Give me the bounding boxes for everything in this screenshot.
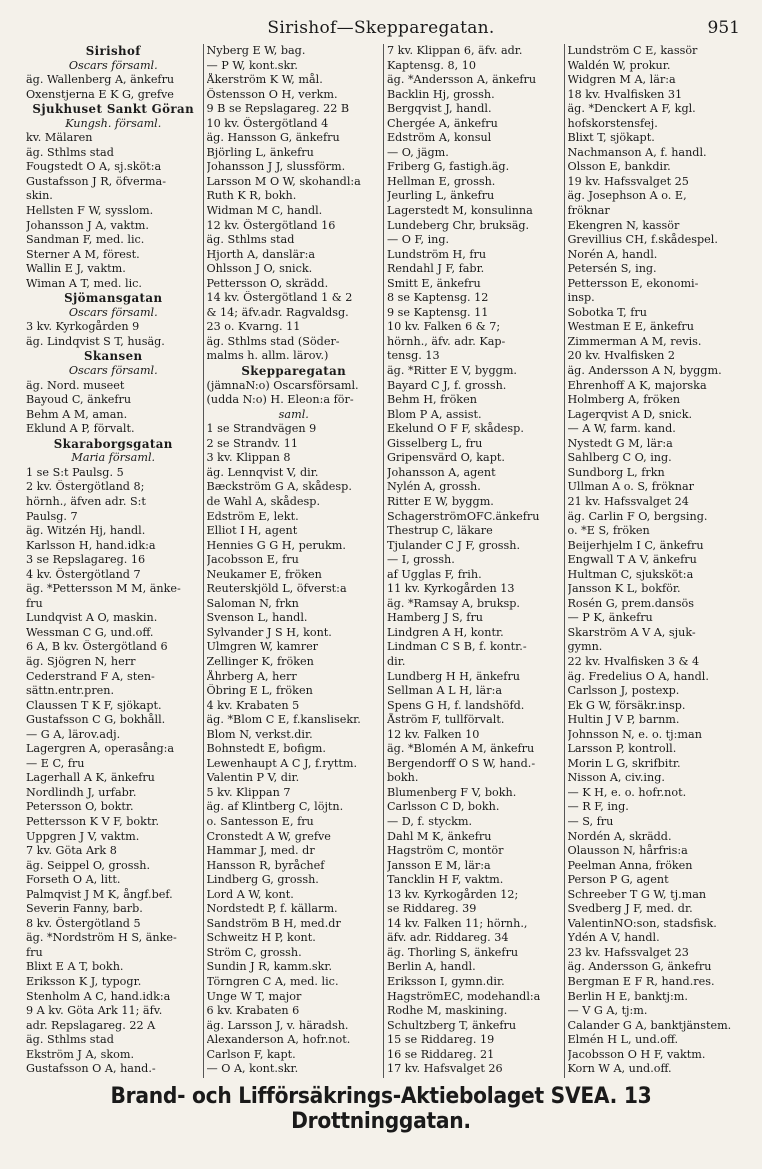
parish-label: Maria församl.	[71, 451, 156, 465]
directory-entry: tensg. 13	[387, 349, 440, 363]
directory-entry: Tjulander C J F, grossh.	[387, 538, 521, 552]
directory-entry: äg. Hansson G, änkefru	[206, 131, 340, 145]
directory-entry: Behm H, fröken	[387, 393, 477, 407]
directory-entry: Widman M C, handl.	[206, 204, 323, 218]
directory-entry: Ulmgren W, kamrer	[206, 640, 319, 654]
directory-entry: Wessman C G, und.off.	[26, 625, 154, 639]
directory-entry: Fougstedt O A, sj.sköt:a	[26, 160, 162, 174]
directory-entry: — E C, fru	[26, 756, 85, 770]
directory-entry: Carlson F, kapt.	[206, 1047, 296, 1061]
directory-entry: dir.	[387, 654, 406, 668]
directory-entry: Reuterskjöld L, öfverst:a	[206, 582, 347, 596]
directory-entry: — G A, lärov.adj.	[26, 727, 121, 741]
directory-entry: o. Santesson E, fru	[206, 814, 314, 828]
directory-entry: 5 kv. Klippan 7	[206, 785, 291, 799]
directory-entry: 8 kv. Östergötland 5	[26, 916, 141, 930]
directory-entry: äg. *Ritter E V, byggm.	[387, 364, 517, 378]
directory-entry: Lewenhaupt A C J, f.ryttm.	[206, 756, 358, 770]
directory-entry: äg. Carlin F O, bergsing.	[567, 509, 708, 523]
street-heading: Skaraborgsgatan	[53, 436, 173, 451]
directory-entry: insp.	[567, 291, 595, 305]
directory-entry: Sandström B H, med.dr	[206, 916, 341, 930]
directory-entry: Bæckström G A, skådesp.	[206, 480, 352, 494]
directory-entry: — K H, e. o. hofr.not.	[567, 785, 687, 799]
street-heading: Skansen	[84, 349, 143, 364]
directory-entry: Jansson E M, lär:a	[387, 858, 491, 872]
directory-column-2	[203, 44, 384, 1078]
directory-entry: Stenholm A C, hand.idk:a	[26, 989, 171, 1003]
directory-entry: Törngren C A, med. lic.	[206, 975, 339, 988]
parish-label: saml.	[278, 407, 309, 421]
street-heading: Sjukhuset Sankt Göran	[32, 102, 195, 117]
directory-entry: Nachmanson A, f. handl.	[567, 145, 707, 159]
directory-entry: Engwall T A V, änkefru	[567, 553, 697, 567]
directory-entry: — S, fru	[567, 814, 614, 828]
directory-entry: Paulsg. 7	[26, 509, 78, 523]
directory-entry: Blom P A, assist.	[387, 407, 482, 421]
directory-columns	[26, 44, 744, 1078]
directory-entry: Lindman C S B, f. kontr.-	[387, 640, 527, 654]
directory-entry: Svedberg J F, med. dr.	[567, 902, 693, 916]
parish-label: Oscars församl.	[68, 58, 158, 72]
directory-entry: Berlin A, handl.	[387, 960, 476, 974]
directory-entry: Blom N, verkst.dir.	[206, 727, 313, 741]
directory-entry: 2 kv. Östergötland 8;	[26, 480, 145, 494]
directory-entry: 19 kv. Hafssvalget 25	[567, 174, 689, 188]
directory-entry: Jansson K L, bokför.	[567, 582, 681, 596]
directory-entry: af Ugglas F, frih.	[387, 567, 482, 581]
page-title: Sirishof—Skepparegatan.	[267, 18, 495, 38]
directory-entry: Hultman C, sjuksköt:a	[567, 567, 694, 581]
directory-entry: Hultin J V P, barnm.	[567, 713, 680, 727]
directory-entry: — D, f. styckm.	[387, 814, 473, 828]
directory-entry: äg. *Blomén A M, änkefru	[387, 742, 535, 756]
directory-entry: 3 kv. Klippan 8	[206, 451, 291, 465]
directory-entry: Eklund A P, förvalt.	[26, 422, 135, 436]
directory-entry: Saloman N, frkn	[206, 596, 299, 610]
directory-entry: Östensson O H, verkm.	[206, 87, 338, 101]
directory-entry: Sundin J R, kamm.skr.	[206, 960, 333, 974]
directory-entry: Eriksson I, gymn.dir.	[387, 975, 505, 988]
directory-entry: Gustafsson O A, hand.-	[26, 1062, 156, 1076]
directory-entry: Westman E E, änkefru	[567, 320, 694, 334]
directory-entry: Elliot I H, agent	[206, 524, 298, 538]
directory-entry: Gripensvärd O, kapt.	[387, 451, 505, 465]
advertisement-footer: Brand- och Lifförsäkrings-Aktiebolaget SVEA. 13 Drottninggatan.	[110, 1084, 652, 1134]
directory-entry: äg. Seippel O, grossh.	[26, 858, 151, 872]
directory-entry: Schultzberg T, änkefru	[387, 1018, 517, 1032]
directory-entry: Thestrup C, läkare	[387, 524, 493, 538]
directory-entry: Palmqvist J M K, ångf.bef.	[26, 887, 173, 901]
directory-entry: 4 kv. Krabaten 5	[206, 698, 300, 712]
directory-entry: Hellsten F W, sysslom.	[26, 204, 154, 218]
directory-entry: äg. Andersson A N, byggm.	[567, 364, 722, 378]
directory-entry: Edström A, konsul	[387, 131, 492, 145]
directory-entry: Nordstedt P, f. källarm.	[206, 902, 338, 916]
directory-entry: Severin Fanny, barb.	[26, 902, 143, 916]
directory-entry: 20 kv. Hvalfisken 2	[567, 349, 675, 363]
directory-entry: äg. *Andersson A, änkefru	[387, 73, 537, 87]
directory-entry: Öbring E L, fröken	[206, 684, 313, 698]
directory-entry: Lundberg H H, änkefru	[387, 669, 520, 683]
directory-entry: Kaptensg. 8, 10	[387, 58, 476, 72]
directory-entry: 14 kv. Falken 11; hörnh.,	[387, 916, 528, 930]
directory-entry: — V G A, tj:m.	[567, 1004, 648, 1018]
directory-entry: Sandman F, med. lic.	[26, 233, 145, 247]
directory-entry: äg. Josephson A o. E,	[567, 189, 687, 203]
directory-entry: Dahl M K, änkefru	[387, 829, 492, 843]
directory-entry: Neukamer E, fröken	[206, 567, 322, 581]
directory-entry: Hansson R, byråchef	[206, 858, 325, 872]
directory-entry: Lagergren A, operasång:a	[26, 742, 175, 756]
directory-entry: Jacobsson O H F, vaktm.	[567, 1047, 706, 1061]
directory-entry: äg. Fredelius O A, handl.	[567, 669, 709, 683]
directory-entry: — P W, kont.skr.	[206, 58, 298, 72]
directory-entry: Ek G W, försäkr.insp.	[567, 698, 686, 712]
directory-entry: Alexanderson A, hofr.not.	[206, 1033, 351, 1047]
directory-entry: hörnh., äfv. adr. Kap-	[387, 334, 506, 348]
directory-entry: Åström F, tullförvalt.	[387, 713, 505, 727]
directory-entry: Edström E, lekt.	[206, 509, 299, 523]
directory-entry: 9 B se Repslagareg. 22 B	[206, 102, 350, 116]
directory-entry: Björling L, änkefru	[206, 145, 314, 159]
directory-entry: äg. Sthlms stad	[206, 233, 295, 247]
directory-entry: fröknar	[567, 204, 610, 218]
directory-entry: gymn.	[567, 640, 603, 654]
directory-entry: adr. Repslagareg. 22 A	[26, 1018, 156, 1032]
directory-entry: Forseth O A, litt.	[26, 873, 121, 887]
directory-entry: Ullman A o. S, fröknar	[567, 480, 695, 494]
directory-entry: 3 se Repslagareg. 16	[26, 553, 146, 567]
directory-entry: 6 A, B kv. Östergötland 6	[26, 640, 168, 654]
directory-entry: Cronstedt A W, grefve	[206, 829, 331, 843]
directory-entry: Johansson A, agent	[387, 465, 496, 479]
directory-entry: Gustafsson C G, bokhåll.	[26, 713, 166, 727]
directory-entry: Johansson J A, vaktm.	[26, 218, 149, 232]
directory-entry: 15 se Riddareg. 19	[387, 1033, 495, 1047]
directory-entry: 13 kv. Kyrkogården 12;	[387, 887, 519, 901]
directory-entry: de Wahl A, skådesp.	[206, 494, 320, 508]
directory-column-3	[383, 44, 564, 1078]
directory-entry: Jeurling L, änkefru	[387, 189, 495, 203]
directory-entry: äg. *Denckert A F, kgl.	[567, 102, 696, 116]
directory-entry: 12 kv. Falken 10	[387, 727, 480, 741]
parish-label: Oscars församl.	[68, 364, 158, 378]
directory-entry	[207, 1077, 382, 1078]
directory-entry: — R F, ing.	[567, 800, 629, 814]
directory-entry: Johnsson N, e. o. tj:man	[567, 727, 702, 741]
directory-entry: Lundström H, fru	[387, 247, 487, 261]
directory-entry: Spens G H, f. landshöfd.	[387, 698, 525, 712]
directory-entry: 21 kv. Hafssvalget 24	[567, 494, 689, 508]
directory-entry: Ydén A V, handl.	[567, 931, 660, 945]
directory-entry: äg. Andersson G, änkefru	[567, 960, 712, 974]
directory-entry: Lagerhall A K, änkefru	[26, 771, 155, 785]
directory-entry: Blixt E A T, bokh.	[26, 960, 124, 974]
directory-entry: Ehrenhoff A K, majorska	[567, 378, 707, 392]
directory-entry: Ekengren N, kassör	[567, 218, 680, 232]
directory-entry: 6 kv. Krabaten 6	[206, 1004, 300, 1018]
directory-entry: 3 kv. Kyrkogården 9	[26, 320, 140, 334]
directory-entry: — A W, farm. kand.	[567, 422, 676, 436]
directory-entry: 16 se Riddareg. 21	[387, 1047, 495, 1061]
directory-entry: Grevillius CH, f.skådespel.	[567, 233, 718, 247]
directory-entry: sättn.entr.pren.	[26, 684, 115, 698]
directory-entry: — O A, kont.skr.	[206, 1062, 299, 1076]
directory-entry: äg. Nord. museet	[26, 378, 125, 392]
directory-entry: Widgren M A, lär:a	[567, 73, 676, 87]
directory-entry: 22 kv. Hvalfisken 3 & 4	[567, 654, 700, 668]
directory-entry: Peelman Anna, fröken	[567, 858, 693, 872]
directory-entry: Oxenstjerna E K G, grefve	[26, 87, 174, 101]
directory-entry: Tancklin H F, vaktm.	[387, 873, 504, 887]
directory-entry: Waldén W, prokur.	[567, 58, 671, 72]
directory-entry: Lundqvist A O, maskin.	[26, 611, 158, 625]
directory-entry: Sellman A L H, lär:a	[387, 684, 503, 698]
directory-entry: Larsson P, kontroll.	[567, 742, 677, 756]
directory-entry: Svenson L, handl.	[206, 611, 308, 625]
directory-entry: Karlsson H, hand.idk:a	[26, 538, 156, 552]
directory-entry: äg. Witzén Hj, handl.	[26, 524, 146, 538]
directory-entry: Petersén S, ing.	[567, 262, 657, 276]
directory-entry: Olsson E, bankdir.	[567, 160, 671, 174]
directory-entry: Hagström C, montör	[387, 844, 504, 858]
directory-entry: Schreeber T G W, tj.man	[567, 887, 707, 901]
directory-entry: Behm A M, aman.	[26, 407, 128, 421]
directory-entry: Lundeberg Chr, bruksäg.	[387, 218, 530, 232]
directory-entry: Åkerström K W, mål.	[206, 73, 323, 87]
directory-entry: Bayoud C, änkefru	[26, 393, 132, 407]
directory-entry: Lundström C E, kassör	[567, 44, 698, 57]
directory-entry: Schweitz H P, kont.	[206, 931, 316, 945]
directory-entry: Lindgren A H, kontr.	[387, 625, 504, 639]
directory-entry: Hennies G G H, perukm.	[206, 538, 346, 552]
directory-entry: Lagerqvist A D, snick.	[567, 407, 693, 421]
directory-entry: SchagerströmOFC.änkefru	[387, 509, 540, 523]
directory-entry: 4 kv. Östergötland 7	[26, 567, 141, 581]
directory-entry: Nisson A, civ.ing.	[567, 771, 665, 785]
directory-entry: Johansson J J, slussförm.	[206, 160, 346, 174]
directory-entry: fru	[26, 596, 43, 610]
directory-entry: 10 kv. Falken 6 & 7;	[387, 320, 501, 334]
directory-entry: 23 kv. Hafssvalget 23	[567, 945, 689, 959]
directory-entry: Chergée A, änkefru	[387, 116, 498, 130]
directory-entry: 1 se S:t Paulsg. 5	[26, 465, 124, 479]
directory-entry: — O F, ing.	[387, 233, 450, 247]
directory-entry: hörnh., äfven adr. S:t	[26, 494, 146, 508]
directory-entry: Hjorth A, danslär:a	[206, 247, 316, 261]
directory-entry: Rosén G, prem.dansös	[567, 596, 694, 610]
directory-entry: äfv. adr. Riddareg. 34	[387, 931, 509, 945]
directory-entry: & 14; äfv.adr. Ragvaldsg.	[206, 305, 349, 319]
directory-entry: se Riddareg. 39	[387, 902, 477, 916]
directory-entry: Hammar J, med. dr	[206, 844, 315, 858]
directory-entry: Holmberg A, fröken	[567, 393, 681, 407]
directory-entry: Rodhe M, maskining.	[387, 1004, 508, 1018]
directory-entry: äg. Sjögren N, herr	[26, 654, 136, 668]
directory-entry: Ström C, grossh.	[206, 945, 302, 959]
directory-entry: Calander G A, banktjänstem.	[567, 1018, 732, 1032]
directory-entry: Zellinger K, fröken	[206, 654, 314, 668]
directory-entry: 8 se Kaptensg. 12	[387, 291, 489, 305]
directory-entry: Zimmerman A M, revis.	[567, 334, 702, 348]
directory-entry	[568, 1077, 743, 1078]
directory-entry: Claussen T K F, sjökapt.	[26, 698, 162, 712]
directory-entry: äg. Larsson J, v. häradsh.	[206, 1018, 349, 1032]
directory-entry: Sobotka T, fru	[567, 305, 647, 319]
parish-label: Oscars församl.	[68, 305, 158, 319]
directory-entry: 11 kv. Kyrkogården 13	[387, 582, 515, 596]
directory-entry: Carlsson C D, bokh.	[387, 800, 500, 814]
directory-entry: Bayard C J, f. grossh.	[387, 378, 507, 392]
directory-entry: HagströmEC, modehandl:a	[387, 989, 541, 1003]
directory-entry: Olausson N, hårfris:a	[567, 844, 688, 858]
directory-entry: äg. Sthlms stad	[26, 1033, 114, 1047]
directory-entry: Gustafsson J R, öfverma-	[26, 174, 166, 188]
directory-entry: Wiman A T, med. lic.	[26, 276, 142, 290]
directory-entry: Ekström J A, skom.	[26, 1047, 135, 1061]
directory-column-1	[26, 44, 203, 1078]
directory-entry: Ritter E W, byggm.	[387, 494, 494, 508]
directory-entry: — O, jägm.	[387, 145, 449, 159]
directory-entry: kv. Mälaren	[26, 131, 93, 145]
directory-entry: Smitt E, änkefru	[387, 276, 481, 290]
directory-entry: Pettersson K V F, boktr.	[26, 814, 160, 828]
directory-entry: (udda N:o) H. Eleon:a för-	[206, 393, 354, 407]
directory-entry: äg. Sthlms stad (Söder-	[206, 334, 340, 348]
directory-entry: Jacobsson E, fru	[206, 553, 299, 567]
directory-entry: Lagerstedt M, konsulinna	[387, 204, 533, 218]
directory-entry: — P K, änkefru	[567, 611, 653, 625]
directory-entry	[387, 1077, 562, 1078]
directory-entry: 10 kv. Östergötland 4	[206, 116, 329, 130]
directory-entry: 1 se Strandvägen 9	[206, 422, 317, 436]
directory-entry: Blumenberg F V, bokh.	[387, 785, 517, 799]
directory-entry: Blixt T, sjökapt.	[567, 131, 655, 145]
directory-entry: Nystedt G M, lär:a	[567, 436, 673, 450]
directory-entry: Lord A W, kont.	[206, 887, 294, 901]
directory-entry: 14 kv. Östergötland 1 & 2	[206, 291, 353, 305]
directory-entry: Pettersson E, ekonomi-	[567, 276, 699, 290]
directory-entry: äg. Sthlms stad	[26, 145, 114, 159]
page-number: 951	[707, 18, 740, 38]
directory-entry: äg. Thorling S, änkefru	[387, 945, 519, 959]
directory-entry: Lindberg G, grossh.	[206, 873, 319, 887]
directory-entry: Gisselberg L, fru	[387, 436, 483, 450]
directory-entry: — I, grossh.	[387, 553, 455, 567]
directory-entry: bokh.	[387, 771, 419, 785]
directory-entry: Larsson M O W, skohandl:a	[206, 174, 361, 188]
directory-entry: Norén A, handl.	[567, 247, 658, 261]
directory-entry: Nordlindh J, urfabr.	[26, 785, 137, 799]
directory-entry: Cederstrand F A, sten-	[26, 669, 155, 683]
directory-entry: 23 o. Kvarng. 11	[206, 320, 301, 334]
directory-entry: Elmén H L, und.off.	[567, 1033, 679, 1047]
directory-entry: Pettersson O, skrädd.	[206, 276, 329, 290]
directory-entry: 12 kv. Östergötland 16	[206, 218, 336, 232]
directory-entry: Eriksson K J, typogr.	[26, 975, 142, 988]
directory-entry: äg. af Klintberg C, löjtn.	[206, 800, 344, 814]
directory-entry: Korn W A, und.off.	[567, 1062, 672, 1076]
directory-entry: Bergqvist J, handl.	[387, 102, 492, 116]
directory-entry: Sundborg L, frkn	[567, 465, 665, 479]
parish-label: Kungsh. församl.	[65, 116, 162, 130]
directory-entry: Nordén A, skrädd.	[567, 829, 672, 843]
directory-entry: skin.	[26, 189, 53, 203]
directory-entry: Ekelund O F F, skådesp.	[387, 422, 524, 436]
directory-entry: Hamberg J S, fru	[387, 611, 483, 625]
directory-entry	[26, 1077, 201, 1078]
directory-entry: 9 A kv. Göta Ark 11; äfv.	[26, 1004, 163, 1018]
directory-entry: Unge W T, major	[206, 989, 302, 1003]
directory-entry: Rendahl J F, fabr.	[387, 262, 485, 276]
directory-entry: 7 kv. Klippan 6, äfv. adr.	[387, 44, 523, 57]
directory-column-4	[564, 44, 745, 1078]
directory-entry: äg. *Nordström H S, änke-	[26, 931, 177, 945]
directory-entry: fru	[26, 945, 43, 959]
directory-entry: Bergendorff O S W, hand.-	[387, 756, 536, 770]
directory-entry: Sahlberg C O, ing.	[567, 451, 672, 465]
directory-entry: Nyberg E W, bag.	[206, 44, 306, 57]
directory-entry: Ohlsson J O, snick.	[206, 262, 313, 276]
directory-entry: Valentin P V, dir.	[206, 771, 300, 785]
directory-entry: Morin L G, skrifbitr.	[567, 756, 681, 770]
directory-entry: Backlin Hj, grossh.	[387, 87, 495, 101]
directory-entry: (jämnaN:o) Oscarsförsaml.	[206, 378, 359, 392]
directory-entry: Sylvander J S H, kont.	[206, 625, 332, 639]
directory-entry: äg. Wallenberg A, änkefru	[26, 73, 175, 87]
directory-entry: äg. Lennqvist V, dir.	[206, 465, 319, 479]
directory-entry: Berlin H E, banktj:m.	[567, 989, 688, 1003]
street-heading: Sjömansgatan	[64, 291, 163, 306]
directory-entry: 2 se Strandv. 11	[206, 436, 298, 450]
directory-entry: ValentinNO:son, stadsfisk.	[567, 916, 717, 930]
page-header	[0, 14, 762, 40]
directory-entry: Wallin E J, vaktm.	[26, 262, 126, 276]
directory-entry: Åhrberg A, herr	[206, 669, 297, 683]
directory-entry: 18 kv. Hvalfisken 31	[567, 87, 683, 101]
directory-entry: Ruth K R, bokh.	[206, 189, 297, 203]
directory-entry: Sterner A M, förest.	[26, 247, 140, 261]
directory-entry: äg. *Pettersson M M, änke-	[26, 582, 181, 596]
directory-entry: Hellman E, grossh.	[387, 174, 496, 188]
directory-entry: malms h. allm. lärov.)	[206, 349, 329, 363]
directory-entry: Bohnstedt E, bofigm.	[206, 742, 326, 756]
directory-entry: 9 se Kaptensg. 11	[387, 305, 489, 319]
directory-entry: 7 kv. Göta Ark 8	[26, 844, 117, 858]
directory-entry: Nylén A, grossh.	[387, 480, 481, 494]
directory-entry: Friberg G, fastigh.äg.	[387, 160, 510, 174]
directory-entry: äg. Lindqvist S T, husäg.	[26, 334, 165, 348]
directory-entry: äg. *Blom C E, f.kanslisekr.	[206, 713, 361, 727]
directory-entry: Person P G, agent	[567, 873, 669, 887]
directory-entry: Skarström A V A, sjuk-	[567, 625, 696, 639]
street-heading: Sirishof	[85, 44, 141, 58]
directory-entry: Uppgren J V, vaktm.	[26, 829, 140, 843]
street-heading: Skepparegatan	[241, 364, 347, 379]
directory-entry: hofskorstensfej.	[567, 116, 658, 130]
directory-entry: Beijerhjelm I C, änkefru	[567, 538, 704, 552]
directory-entry: Bergman E F R, hand.res.	[567, 975, 715, 988]
directory-entry: 17 kv. Hafsvalget 26	[387, 1062, 503, 1076]
directory-entry: Petersson O, boktr.	[26, 800, 134, 814]
directory-entry: äg. *Ramsay A, bruksp.	[387, 596, 520, 610]
directory-entry: Carlsson J, postexp.	[567, 684, 680, 698]
directory-entry: o. *E S, fröken	[567, 524, 650, 538]
